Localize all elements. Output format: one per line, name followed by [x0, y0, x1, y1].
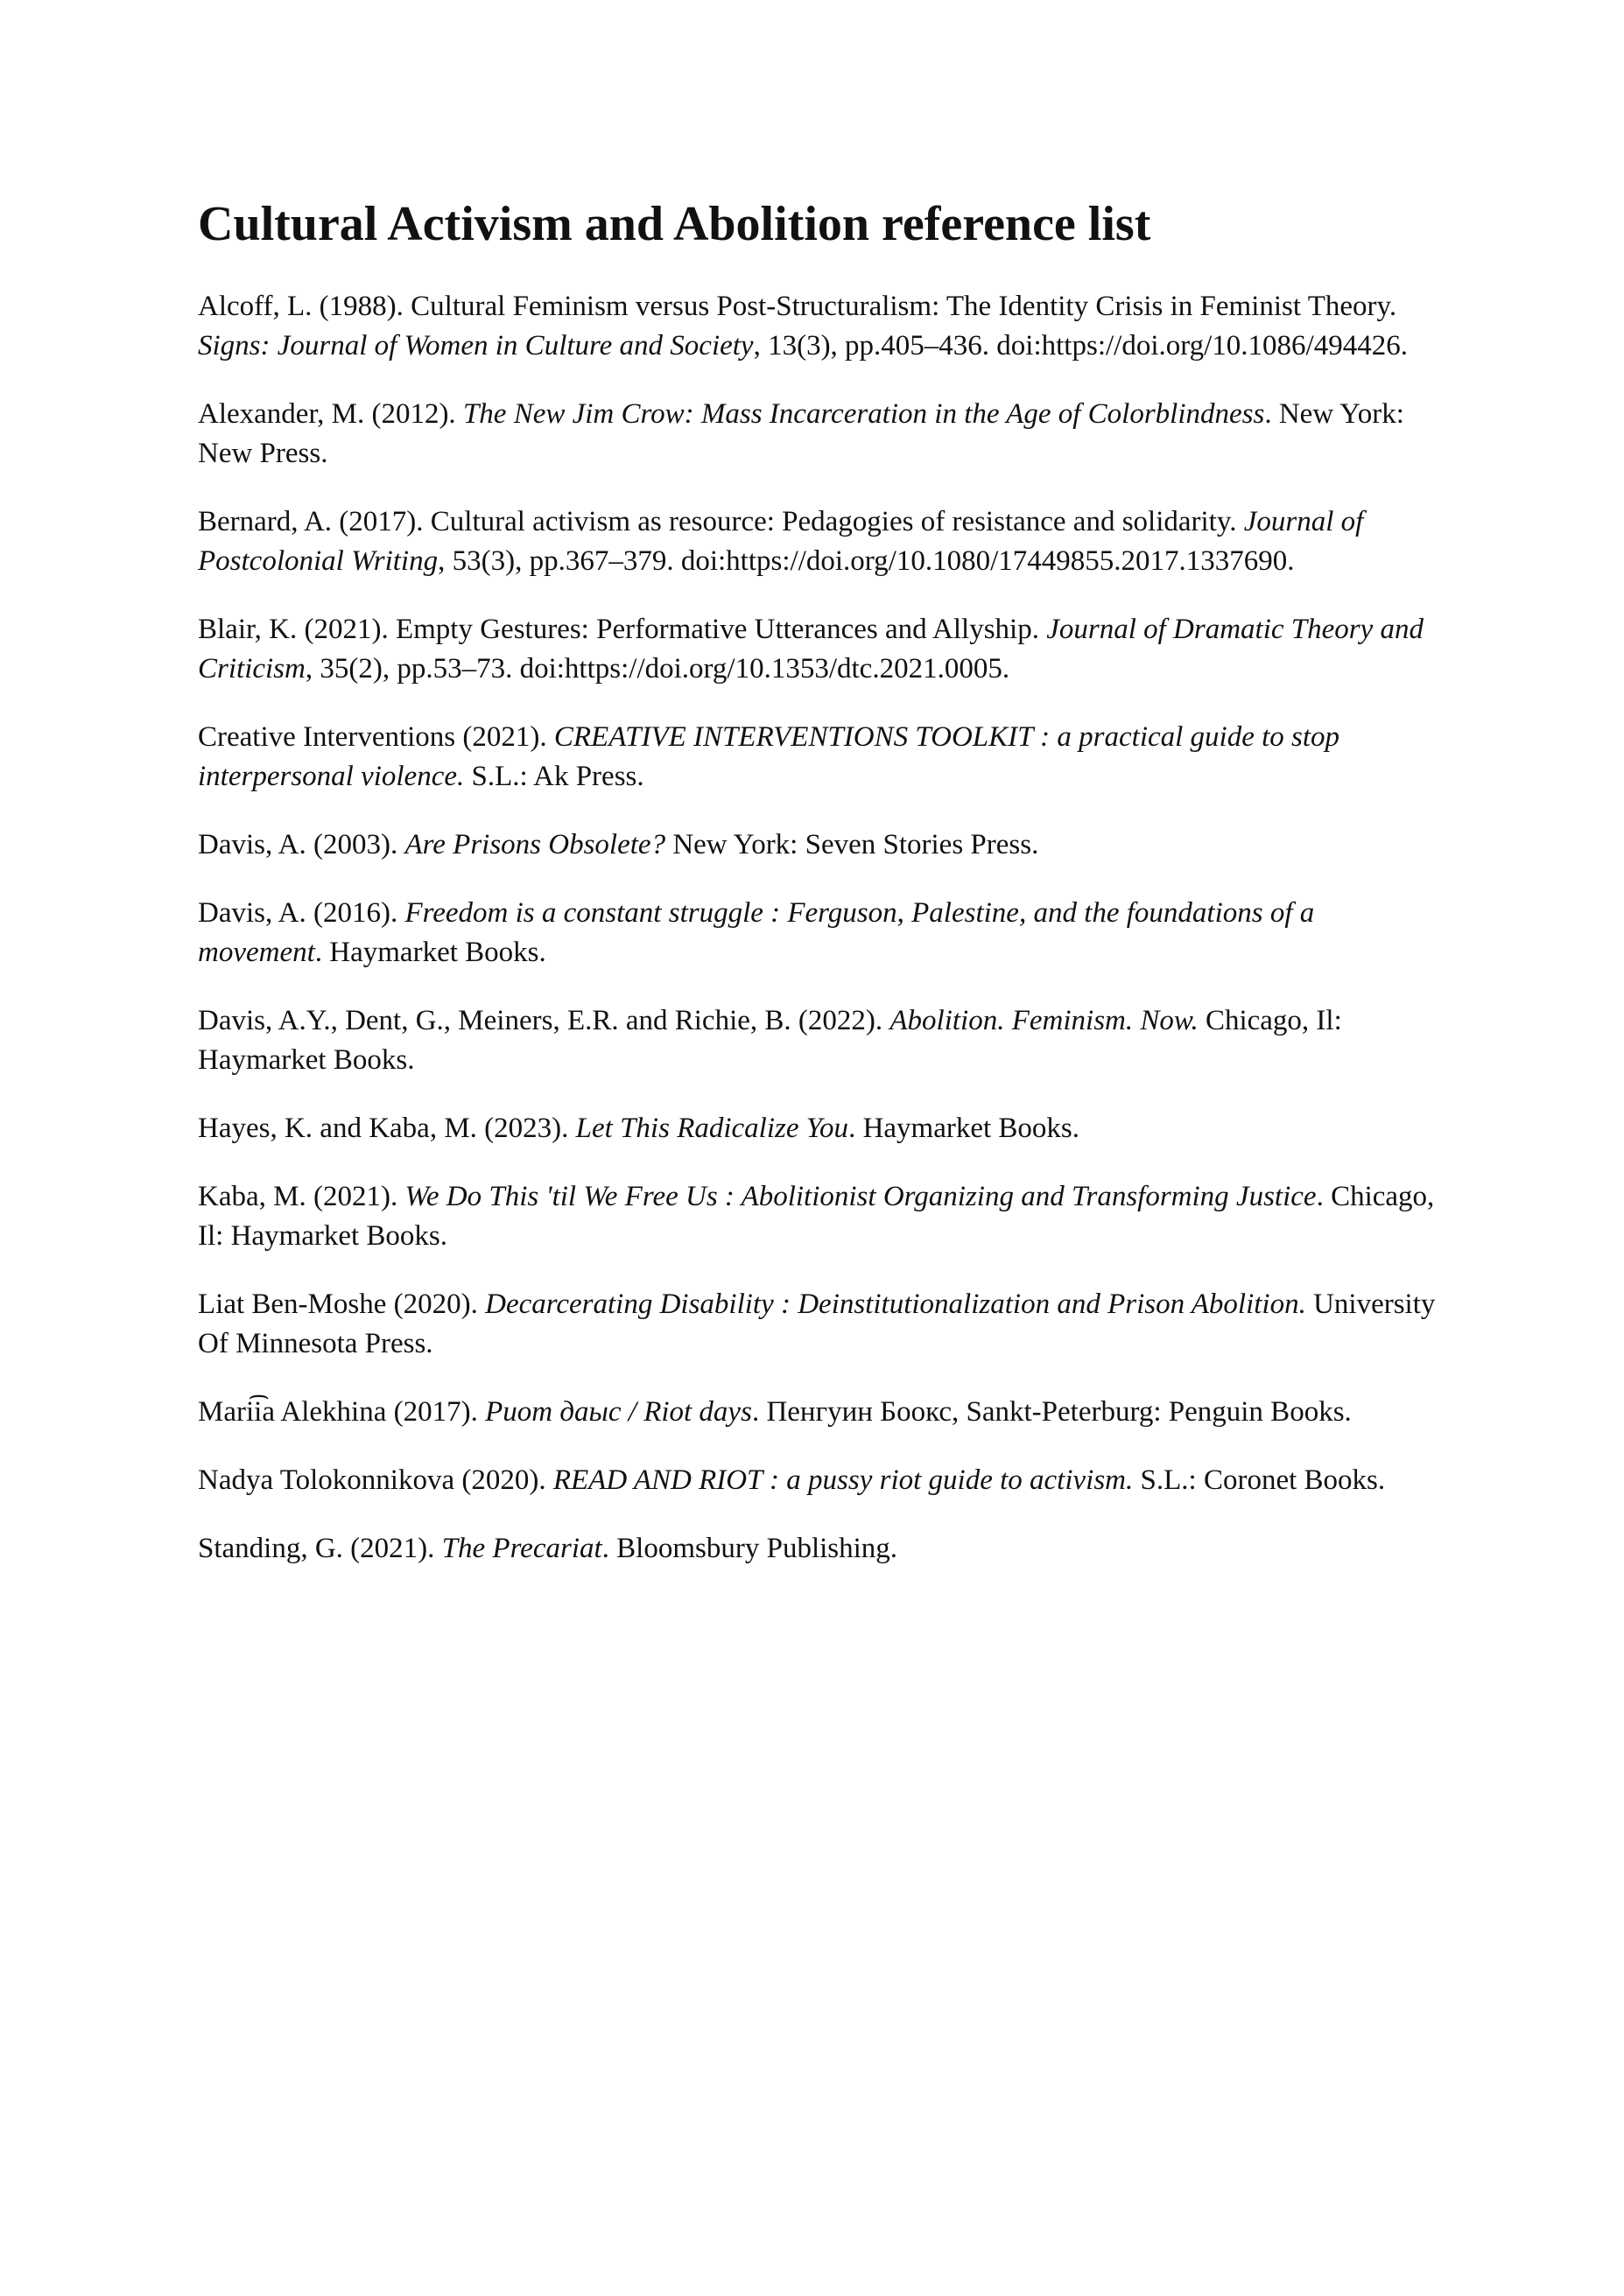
- reference-lead: Davis, A.Y., Dent, G., Meiners, E.R. and Richie, B. (2022).: [198, 1004, 890, 1036]
- reference-entry: [198, 395, 1441, 474]
- reference-entry: [198, 1529, 1441, 1569]
- reference-lead: Mari͡ia Alekhina (2017).: [198, 1395, 486, 1428]
- reference-tail: . Haymarket Books.: [314, 936, 546, 968]
- reference-lead: Creative Interventions (2021).: [198, 720, 554, 753]
- reference-entry: [198, 502, 1441, 581]
- reference-entry: [198, 1285, 1441, 1364]
- reference-entry: [198, 1461, 1441, 1500]
- reference-entry: [198, 718, 1441, 797]
- reference-italic-title: Are Prisons Obsolete?: [404, 828, 666, 860]
- reference-italic-title: We Do This 'til We Free Us : Abolitionist Organizing and Transforming Justice: [404, 1180, 1317, 1212]
- reference-entry: [198, 825, 1441, 865]
- reference-lead: Blair, K. (2021). Empty Gestures: Performative Utterances and Allyship.: [198, 613, 1047, 645]
- reference-tail: . New York: New Press.: [198, 397, 1404, 469]
- reference-lead: Alcoff, L. (1988). Cultural Feminism versus Post-Structuralism: The Identity Crisis in Feminist Theory.: [198, 290, 1397, 322]
- reference-tail: . Пенгуин Боокс, Sankt-Peterburg: Penguin Books.: [751, 1395, 1352, 1428]
- reference-tail: , 53(3), pp.367–379. doi:https://doi.org/10.1080/17449855.2017.1337690.: [438, 544, 1295, 577]
- reference-entry: [198, 1177, 1441, 1256]
- reference-lead: Davis, A. (2003).: [198, 828, 405, 860]
- reference-tail: University Of Minnesota Press.: [198, 1288, 1436, 1359]
- reference-lead: Davis, A. (2016).: [198, 896, 405, 929]
- reference-tail: . Haymarket Books.: [848, 1112, 1080, 1144]
- reference-tail: New York: Seven Stories Press.: [665, 828, 1039, 860]
- reference-lead: Hayes, K. and Kaba, M. (2023).: [198, 1112, 576, 1144]
- reference-italic-title: Let This Radicalize You: [575, 1112, 849, 1144]
- reference-italic-title: READ AND RIOT : a pussy riot guide to activism.: [552, 1464, 1134, 1496]
- reference-lead: Alexander, M. (2012).: [198, 397, 463, 430]
- reference-entry: [198, 1001, 1441, 1080]
- reference-entry: [198, 610, 1441, 689]
- reference-tail: S.L.: Ak Press.: [464, 760, 644, 792]
- reference-italic-title: Abolition. Feminism. Now.: [889, 1004, 1199, 1036]
- reference-tail: Chicago, Il: Haymarket Books.: [198, 1004, 1342, 1076]
- reference-entry: [198, 287, 1441, 366]
- page-title: Cultural Activism and Abolition reference list: [198, 197, 1151, 251]
- reference-lead: Bernard, A. (2017). Cultural activism as resource: Pedagogies of resistance and solidarity.: [198, 505, 1244, 537]
- reference-entry: [198, 1393, 1441, 1432]
- reference-tail: . Chicago, Il: Haymarket Books.: [198, 1180, 1435, 1252]
- reference-tail: . Bloomsbury Publishing.: [601, 1532, 898, 1564]
- reference-tail: S.L.: Coronet Books.: [1133, 1464, 1386, 1496]
- reference-tail: , 13(3), pp.405–436. doi:https://doi.org/10.1086/494426.: [753, 329, 1408, 362]
- reference-italic-title: The Precariat: [441, 1532, 602, 1564]
- reference-list: [198, 287, 1441, 1569]
- reference-lead: Standing, G. (2021).: [198, 1532, 442, 1564]
- reference-italic-title: Decarcerating Disability : Deinstitutionalization and Prison Abolition.: [485, 1288, 1306, 1320]
- reference-italic-title: Риот даыс / Riot days: [485, 1395, 752, 1428]
- reference-italic-title: CREATIVE INTERVENTIONS TOOLKIT : a practical guide to stop interpersonal violence.: [198, 720, 1340, 792]
- reference-entry: [198, 894, 1441, 972]
- reference-tail: , 35(2), pp.53–73. doi:https://doi.org/10.1353/dtc.2021.0005.: [305, 652, 1010, 685]
- document-page: [198, 198, 1441, 1597]
- reference-entry: [198, 1109, 1441, 1148]
- reference-italic-title: Journal of Postcolonial Writing: [198, 505, 1364, 577]
- reference-italic-title: The New Jim Crow: Mass Incarceration in the Age of Colorblindness: [462, 397, 1265, 430]
- reference-lead: Kaba, M. (2021).: [198, 1180, 405, 1212]
- reference-italic-title: Journal of Dramatic Theory and Criticism: [198, 613, 1424, 685]
- reference-lead: Liat Ben-Moshe (2020).: [198, 1288, 486, 1320]
- reference-italic-title: Signs: Journal of Women in Culture and Society: [198, 329, 754, 362]
- reference-italic-title: Freedom is a constant struggle : Ferguson, Palestine, and the foundations of a movement: [198, 896, 1315, 968]
- reference-lead: Nadya Tolokonnikova (2020).: [198, 1464, 553, 1496]
